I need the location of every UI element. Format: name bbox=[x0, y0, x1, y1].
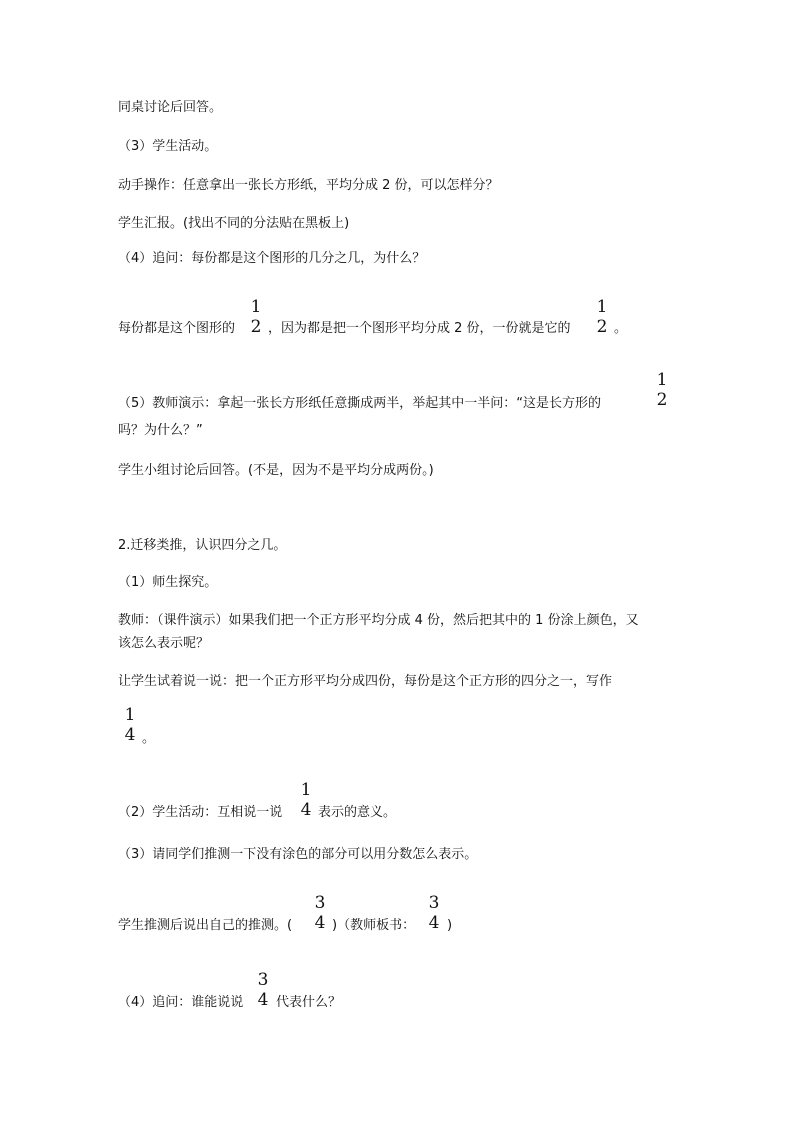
paragraph-report: 学生汇报。(找出不同的分法贴在黑板上) bbox=[118, 216, 350, 231]
paragraph-discuss: 同桌讨论后回答。 bbox=[118, 100, 223, 115]
fraction-numerator: 1 bbox=[596, 297, 608, 317]
fraction-numerator: 1 bbox=[250, 297, 262, 317]
paragraph-guess-result-c: ) bbox=[447, 918, 453, 933]
paragraph-each-part-c: 。 bbox=[614, 321, 628, 336]
punctuation-period: 。 bbox=[142, 731, 156, 746]
fraction-denominator: 2 bbox=[250, 317, 262, 337]
fraction-denominator: 4 bbox=[124, 725, 136, 745]
fraction-numerator: 3 bbox=[314, 893, 326, 913]
paragraph-teacher-courseware: 教师：（课件演示）如果我们把一个正方形平均分成 4 份，然后把其中的 1 份涂上颜色，又 bbox=[118, 613, 639, 628]
paragraph-try-say: 让学生试着说一说：把一个正方形平均分成四份，每份是这个正方形的四分之一，写作 bbox=[118, 674, 613, 689]
paragraph-who-can-say-cont: 代表什么？ bbox=[276, 995, 342, 1010]
paragraph-student-activity: （3）学生活动。 bbox=[118, 139, 218, 154]
fraction-numerator: 1 bbox=[656, 370, 668, 390]
paragraph-teacher-courseware-cont: 该怎么表示呢？ bbox=[118, 636, 210, 651]
paragraph-guess-result-b: )（教师板书： bbox=[332, 918, 416, 933]
fraction-denominator: 4 bbox=[300, 800, 312, 820]
fraction-numerator: 3 bbox=[428, 893, 440, 913]
fraction-denominator: 2 bbox=[596, 317, 608, 337]
paragraph-who-can-say: （4）追问：谁能说说 bbox=[118, 995, 244, 1010]
paragraph-mutual-say-cont: 表示的意义。 bbox=[318, 805, 397, 820]
paragraph-group-discuss: 学生小组讨论后回答。(不是，因为不是平均分成两份。) bbox=[118, 463, 434, 478]
paragraph-explore: （1）师生探究。 bbox=[118, 575, 218, 590]
paragraph-teacher-demo-cont: 吗？为什么？” bbox=[118, 423, 203, 438]
paragraph-each-part-b: ，因为都是把一个图形平均分成 2 份，一份就是它的 bbox=[268, 321, 571, 336]
paragraph-hands-on: 动手操作：任意拿出一张长方形纸，平均分成 2 份，可以怎样分？ bbox=[118, 178, 499, 193]
paragraph-mutual-say: （2）学生活动：互相说一说 bbox=[118, 805, 283, 820]
fraction-denominator: 2 bbox=[656, 390, 668, 410]
section-heading-quarters: 2.迁移类推，认识四分之几。 bbox=[118, 538, 287, 553]
paragraph-guess-uncolored: （3）请同学们推测一下没有涂色的部分可以用分数怎么表示。 bbox=[118, 847, 478, 862]
fraction-numerator: 3 bbox=[257, 970, 269, 990]
paragraph-follow-up-question: （4）追问：每份都是这个图形的几分之几，为什么？ bbox=[118, 251, 426, 266]
paragraph-teacher-demo: （5）教师演示：拿起一张长方形纸任意撕成两半，举起其中一半问：“这是长方形的 bbox=[118, 396, 602, 411]
fraction-denominator: 4 bbox=[428, 913, 440, 933]
fraction-denominator: 4 bbox=[314, 913, 326, 933]
fraction-denominator: 4 bbox=[257, 990, 269, 1010]
fraction-numerator: 1 bbox=[300, 780, 312, 800]
fraction-numerator: 1 bbox=[124, 705, 136, 725]
paragraph-each-part-a: 每份都是这个图形的 bbox=[118, 321, 236, 336]
paragraph-guess-result: 学生推测后说出自己的推测。( bbox=[118, 918, 293, 933]
